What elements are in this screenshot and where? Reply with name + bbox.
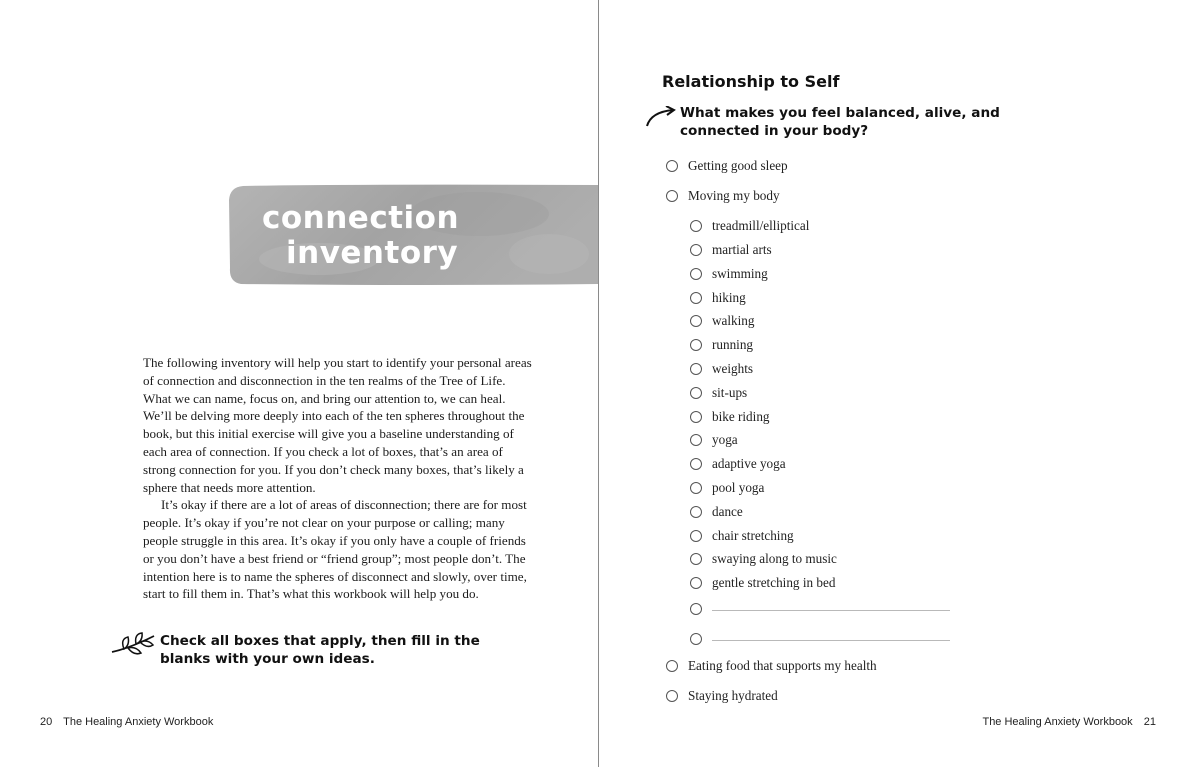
sub-list-item[interactable]: [690, 409, 770, 425]
fill-in-blank[interactable]: [712, 640, 950, 641]
sub-list-item[interactable]: [690, 504, 743, 520]
sub-list-item[interactable]: [690, 480, 764, 496]
checkbox-circle-icon[interactable]: [666, 660, 678, 672]
question-text: What makes you feel balanced, alive, and connected in your body?: [680, 105, 1000, 139]
item-label: swimming: [712, 266, 768, 281]
checkbox-circle-icon[interactable]: [690, 434, 702, 446]
right-page: [599, 0, 1196, 767]
item-label: adaptive yoga: [712, 456, 786, 471]
item-label: Staying hydrated: [688, 688, 778, 703]
checkbox-circle-icon[interactable]: [690, 530, 702, 542]
checkbox-circle-icon[interactable]: [666, 190, 678, 202]
page-number: 20: [40, 716, 53, 728]
item-label: dance: [712, 504, 743, 519]
checkbox-circle-icon[interactable]: [690, 553, 702, 565]
footer-left: [40, 716, 213, 728]
sub-list-item[interactable]: [690, 266, 768, 282]
checkbox-circle-icon[interactable]: [690, 506, 702, 518]
intro-text: [143, 354, 535, 603]
sub-list-item[interactable]: [690, 456, 786, 472]
checkbox-circle-icon[interactable]: [690, 633, 702, 645]
item-label: yoga: [712, 432, 738, 447]
sub-list-item[interactable]: [690, 432, 738, 448]
title-line-1: connection: [262, 200, 460, 236]
item-label: martial arts: [712, 242, 772, 257]
item-label: bike riding: [712, 409, 770, 424]
list-item[interactable]: [666, 188, 780, 204]
title-banner: [229, 184, 598, 285]
item-label: treadmill/elliptical: [712, 218, 810, 233]
item-label: Getting good sleep: [688, 158, 788, 173]
blank-sub-item[interactable]: [690, 603, 950, 615]
sub-list-item[interactable]: [690, 551, 837, 567]
checkbox-circle-icon[interactable]: [690, 387, 702, 399]
sub-list-item[interactable]: [690, 361, 753, 377]
item-label: weights: [712, 361, 754, 376]
item-label: walking: [712, 313, 755, 328]
checkbox-circle-icon[interactable]: [690, 482, 702, 494]
checkbox-circle-icon[interactable]: [690, 220, 702, 232]
checkbox-circle-icon[interactable]: [690, 577, 702, 589]
item-label: chair stretching: [712, 528, 794, 543]
item-label: Eating food that supports my health: [688, 658, 877, 673]
item-label: running: [712, 337, 754, 352]
page-number: 21: [1143, 716, 1156, 728]
checkbox-circle-icon[interactable]: [690, 603, 702, 615]
checkbox-circle-icon[interactable]: [690, 411, 702, 423]
checkbox-circle-icon[interactable]: [690, 339, 702, 351]
item-label: swaying along to music: [712, 551, 837, 566]
list-item[interactable]: [666, 688, 778, 704]
sub-list-item[interactable]: [690, 290, 746, 306]
paragraph-1: The following inventory will help you start to identify your personal areas of connection and disconnection in the ten realms of the Tree of Life. What we can name, focus on, and bring our attention to, we can heal. We’ll be delving more deeply into each of the ten spheres throughout the book, but this initial exercise will give you a baseline understanding of each area of connection. If you check a lot of boxes, that’s an area of strong connection for you. If you don’t check many boxes, that’s likely a sphere that needs more attention.: [143, 355, 532, 495]
book-title: The Healing Anxiety Workbook: [982, 716, 1133, 728]
sub-list-item[interactable]: [690, 337, 753, 353]
item-label: pool yoga: [712, 480, 765, 495]
checkbox-circle-icon[interactable]: [690, 315, 702, 327]
fill-in-blank[interactable]: [712, 610, 950, 611]
sub-list-item[interactable]: [690, 575, 835, 591]
sub-list-item[interactable]: [690, 385, 747, 401]
curved-arrow-icon: [645, 106, 677, 128]
checkbox-circle-icon[interactable]: [690, 363, 702, 375]
list-item[interactable]: [666, 658, 877, 674]
sub-list-item[interactable]: [690, 528, 794, 544]
blank-sub-item[interactable]: [690, 633, 950, 645]
checkbox-circle-icon[interactable]: [690, 244, 702, 256]
list-item[interactable]: [666, 158, 788, 174]
checkbox-circle-icon[interactable]: [690, 268, 702, 280]
sub-list-item[interactable]: [690, 313, 755, 329]
leaf-sprig-icon: [110, 632, 158, 658]
item-label: sit-ups: [712, 385, 748, 400]
sub-list-item[interactable]: [690, 242, 772, 258]
checkbox-circle-icon[interactable]: [690, 458, 702, 470]
paragraph-2: It’s okay if there are a lot of areas of disconnection; there are for most people. It’s okay if you’re not clear on your purpose or calling; many people struggle in this area. It’s okay if you only have a couple of friends or you don’t have a best friend or “friend group”; most people don’t. The intention here is to name the spheres of disconnect and slowly, over time, start to fill them in. That’s what this workbook will help you do.: [143, 497, 527, 602]
checkbox-circle-icon[interactable]: [666, 160, 678, 172]
checkbox-circle-icon[interactable]: [690, 292, 702, 304]
item-label: gentle stretching in bed: [712, 575, 836, 590]
book-title: The Healing Anxiety Workbook: [63, 716, 214, 728]
checkbox-circle-icon[interactable]: [666, 690, 678, 702]
item-label: hiking: [712, 290, 746, 305]
title-line-2: inventory: [286, 235, 459, 271]
item-label: Moving my body: [688, 188, 780, 203]
instruction-text: Check all boxes that apply, then fill in the blanks with your own ideas.: [160, 633, 480, 667]
footer-right: [982, 716, 1156, 728]
section-heading: Relationship to Self: [662, 72, 840, 91]
sub-list-item[interactable]: [690, 218, 809, 234]
